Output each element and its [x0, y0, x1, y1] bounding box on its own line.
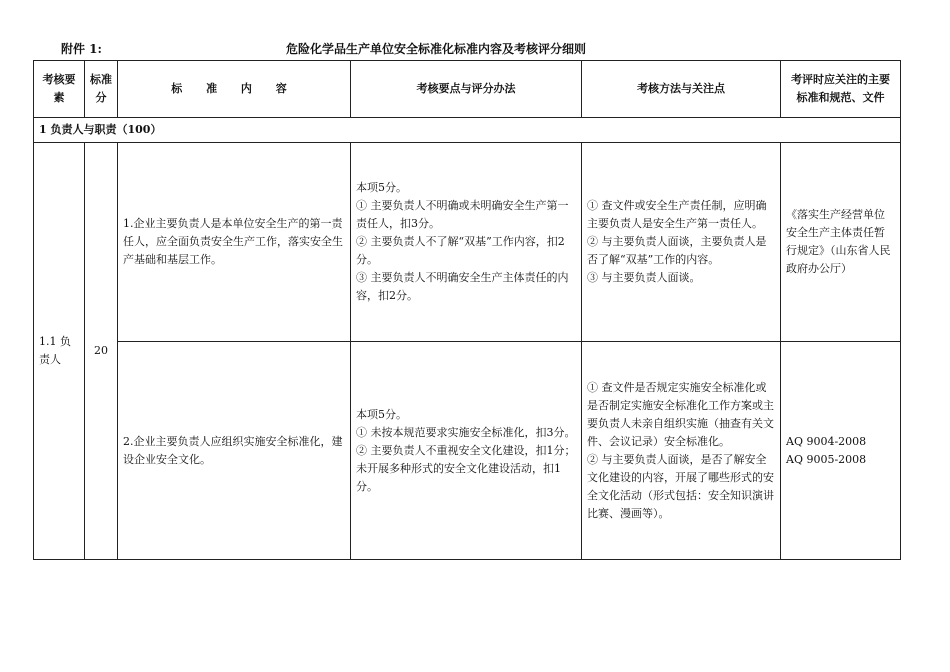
ref-line: AQ 9004-2008: [786, 434, 867, 448]
content-cell: 2.企业主要负责人应组织实施安全标准化，建设企业安全文化。: [118, 342, 351, 560]
col-header-content: 标 准 内 容: [118, 61, 351, 118]
table-row: [34, 143, 901, 342]
refs-cell: [781, 342, 901, 560]
element-score: 20: [85, 143, 118, 560]
refs-cell: [781, 143, 901, 342]
scoring-line: ② 主要负责人不重视安全文化建设，扣1分；未开展多种形式的安全文化建设活动，扣1分。: [356, 443, 576, 493]
standards-table: [33, 60, 901, 560]
document-title: 危险化学品生产单位安全标准化标准内容及考核评分细则: [286, 42, 587, 56]
col-header-score: 标准分: [85, 61, 118, 118]
scoring-line: 本项5分。: [356, 407, 407, 421]
ref-line: 《落实生产经营单位安全生产主体责任暂行规定》（山东省人民政府办公厅）: [786, 208, 891, 275]
method-line: ③ 与主要负责人面谈。: [587, 271, 701, 284]
ref-line: AQ 9005-2008: [786, 452, 867, 466]
table-row: [34, 342, 901, 560]
col-header-refs: 考评时应关注的主要标准和规范、文件: [781, 61, 901, 118]
scoring-cell: [351, 342, 582, 560]
methods-cell: [582, 342, 781, 560]
method-line: ② 与主要负责人面谈，主要负责人是否了解“双基”工作的内容。: [587, 235, 767, 266]
scoring-cell: [351, 143, 582, 342]
table-header-row: [34, 61, 901, 118]
method-line: ① 查文件或安全生产责任制，应明确主要负责人是安全生产第一责任人。: [587, 199, 767, 230]
scoring-line: ③ 主要负责人不明确安全生产主体责任的内容，扣2分。: [356, 271, 569, 302]
col-header-methods: 考核方法与关注点: [582, 61, 781, 118]
method-line: ① 查文件是否规定实施安全标准化或是否制定实施安全标准化工作方案或主要负责人未亲自组织实施（抽查有关文件、会议记录）安全标准化。: [587, 380, 774, 448]
scoring-line: ① 未按本规范要求实施安全标准化，扣3分。: [356, 425, 576, 439]
element-name: 1.1 负责人: [34, 143, 85, 560]
section-row: [34, 118, 901, 143]
methods-cell: [582, 143, 781, 342]
section-title: 1 负责人与职责（100）: [34, 118, 901, 143]
scoring-line: 本项5分。: [356, 181, 407, 194]
content-cell: 1.企业主要负责人是本单位安全生产的第一责任人，应全面负责安全生产工作，落实安全生产基础和基层工作。: [118, 143, 351, 342]
method-line: ② 与主要负责人面谈，是否了解安全文化建设的内容，开展了哪些形式的安全文化活动（形式包括：安全知识演讲比赛、漫画等）。: [587, 452, 774, 520]
scoring-line: ② 主要负责人不了解“双基”工作内容，扣2分。: [356, 235, 565, 266]
scoring-line: ① 主要负责人不明确或未明确安全生产第一责任人，扣3分。: [356, 199, 569, 230]
attachment-label: 附件 1:: [61, 42, 102, 56]
col-header-scoring: 考核要点与评分办法: [351, 61, 582, 118]
col-header-element: 考核要素: [34, 61, 85, 118]
